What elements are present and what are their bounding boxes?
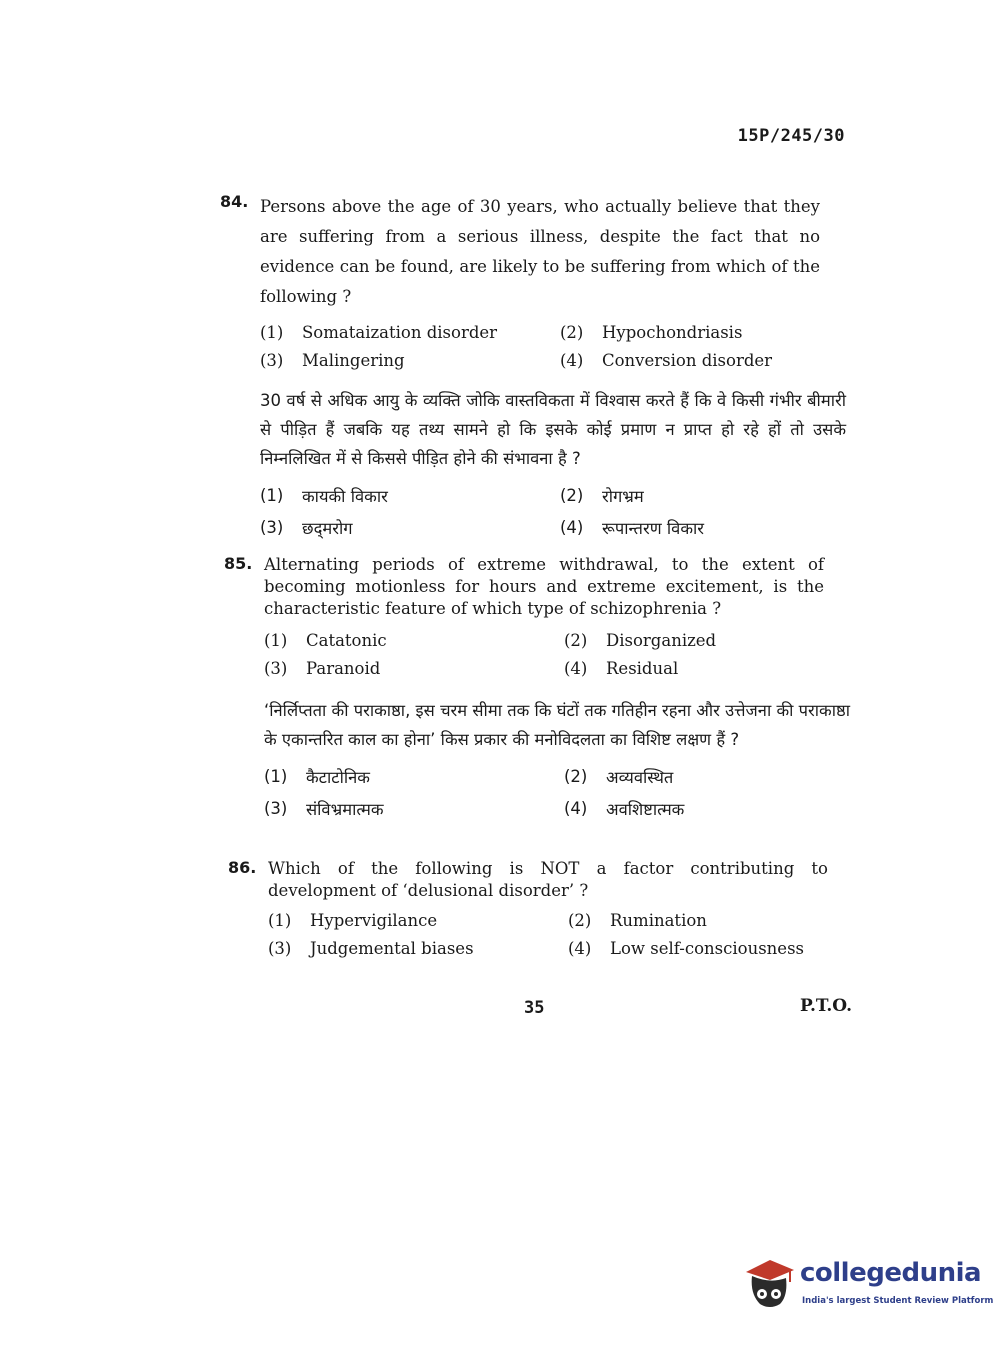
options-en <box>268 906 828 962</box>
option-4: (4) Low self-consciousness <box>568 938 805 958</box>
option-3-hi: (3) छद्‌मरोग <box>260 517 353 538</box>
options-en <box>260 318 820 374</box>
option-1: (1) Catatonic <box>264 630 387 650</box>
question-number: 84. <box>220 192 249 211</box>
option-3: (3) Paranoid <box>264 658 381 678</box>
option-1-hi: (1) कायकी विकार <box>260 485 388 506</box>
option-4-hi: (4) रूपान्तरण विकार <box>560 517 705 538</box>
brand-tagline: India's largest Student Review Platform <box>802 1296 994 1306</box>
graduate-mascot-icon <box>740 1254 798 1312</box>
question-84 <box>220 192 846 543</box>
option-2: (2) Rumination <box>568 910 707 930</box>
collegedunia-watermark <box>740 1250 994 1320</box>
question-text-hi: 30 वर्ष से अधिक आयु के व्यक्ति जोकि वास्तविकता में विश्वास करते हैं कि वे किसी गंभीर बीमारी से पीड़ित हैं जबकि यह तथ्य सामने हो कि इसके कोई प्रमाण न प्राप्त हो रहे हों तो उसके निम्नलिखित में से किससे पीड़ित होने की संभावना है ? <box>260 391 846 468</box>
option-4: (4) Residual <box>564 658 679 678</box>
option-4-hi: (4) अवशिष्टात्मक <box>564 798 685 819</box>
option-3-hi: (3) संविभ्रमात्मक <box>264 798 384 819</box>
option-2: (2) Hypochondriasis <box>560 322 743 342</box>
question-text-en: Which of the following is NOT a factor contributing to development of ‘delusional disorder’ ? <box>268 859 828 900</box>
option-2-hi: (2) रोगभ्रम <box>560 485 644 506</box>
brand-name: collegedunia <box>800 1258 982 1288</box>
option-2-hi: (2) अव्यवस्थित <box>564 766 674 787</box>
paper-code: 15P/245/30 <box>737 126 845 146</box>
question-86 <box>228 858 828 962</box>
question-number: 86. <box>228 858 257 877</box>
options-hi <box>260 479 820 543</box>
question-text-en: Persons above the age of 30 years, who actually believe that they are suffering from a serious illness, despite the fact that no evidence can be found, are likely to be suffering from which of the following ? <box>260 197 820 306</box>
option-1-hi: (1) कैटाटोनिक <box>264 766 370 787</box>
pto-label: P.T.O. <box>800 996 852 1016</box>
option-1: (1) Hypervigilance <box>268 910 438 930</box>
option-2: (2) Disorganized <box>564 630 717 650</box>
question-text-hi: ‘निर्लिप्तता की पराकाष्ठा, इस चरम सीमा तक कि घंटों तक गतिहीन रहना और उत्तेजना की पराकाष्ठा के एकान्तरित काल का होना’ किस प्रकार की मनोविदलता का विशिष्ट लक्षण हैं ? <box>264 701 850 749</box>
question-85 <box>224 554 850 824</box>
option-3: (3) Malingering <box>260 350 405 370</box>
option-1: (1) Somataization disorder <box>260 322 498 342</box>
options-en <box>264 626 824 682</box>
option-4: (4) Conversion disorder <box>560 350 773 370</box>
question-number: 85. <box>224 554 253 573</box>
options-hi <box>264 760 824 824</box>
option-3: (3) Judgemental biases <box>268 938 474 958</box>
page-number: 35 <box>524 998 545 1018</box>
question-text-en: Alternating periods of extreme withdrawal, to the extent of becoming motionless for hours and extreme excitement, is the characteristic feature of which type of schizophrenia ? <box>264 555 824 618</box>
